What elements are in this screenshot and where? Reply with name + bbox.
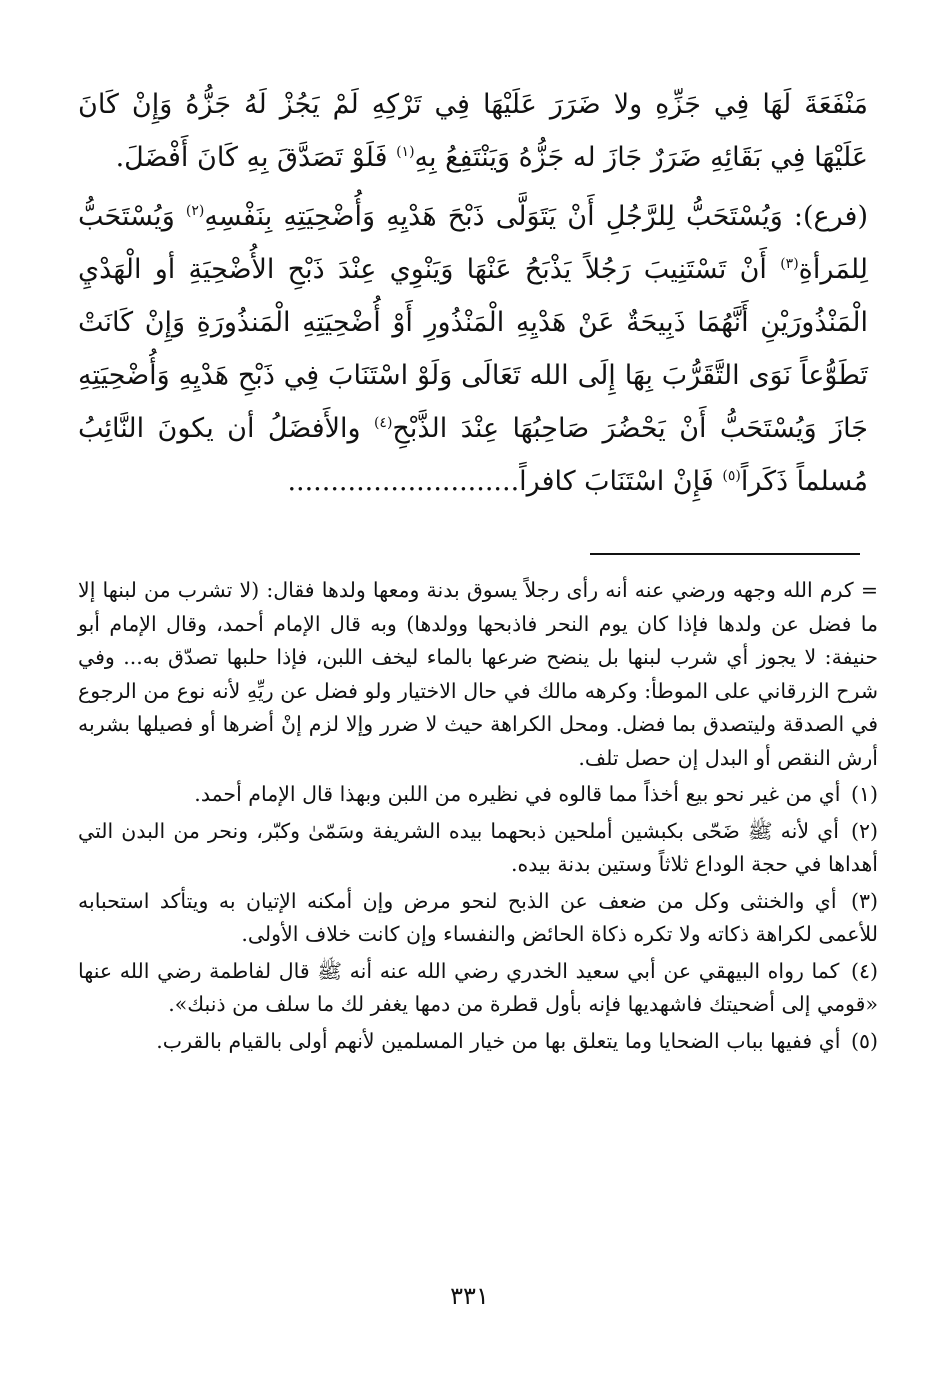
main-paragraph-1-text: مَنْفَعَةَ لَهَا فِي جَزِّهِ ولا ضَرَرَ عَلَيْهَا فِي تَرْكِهِ لَمْ يَجُزْ لَهُ جَزُّهُ وَإِنْ كَانَ عَلَيْهَا فِي بَقَائِهِ ضَرَرٌ جَازَ له جَزُّهُ وَيَنْتَفِعُ بِهِ [78, 89, 868, 173]
main-paragraph-2-a: (فرع): وَيُسْتَحَبُّ لِلرَّجُلِ أَنْ يَتَوَلَّى ذَبْحَ هَدْيِهِ وَأُضْحِيَتِهِ بِنَفْسِهِ [204, 201, 869, 232]
footnote-3-number: (٣) [850, 888, 878, 913]
footnote-ref-2: (٢) [185, 203, 205, 219]
main-paragraph-2-c: أَنْ تَسْتَنِيبَ رَجُلاً يَذْبَحُ عَنْهَا وَيَنْوِي عِنْدَ ذَبْحِ الأُضْحِيَةِ أو الْهَدْيِ الْمَنْذُورَيْنِ أَنَّهُمَا ذَبِيحَةٌ عَنْ هَدْيِهِ الْمَنْذُورِ أَوْ أُضْحِيَتِهِ الْمَنذُورَةِ وَإِنْ كَانَتْ تَطَوُّعاً نَوَى التَّقَرُّبَ بِهَا إِلَى الله تَعَالَى وَلَوْ اسْتَنَابَ فِي ذَبْحِ هَدْيِهِ وَأُضْحِيَتِهِ جَازَ وَيُسْتَحَبُّ أَنْ يَحْضُرَ صَاحِبُهَا عِنْدَ الذَّبْحِ [78, 254, 868, 444]
footnote-ref-1: (١) [396, 144, 415, 160]
footnote-2-number: (٢) [850, 818, 878, 843]
footnote-5-number: (٥) [850, 1028, 878, 1053]
main-paragraph-2-d: والأَفضَلُ أن يكونَ النَّائِبُ مُسلماً ذَكَراً [78, 413, 868, 497]
footnote-2 [78, 815, 878, 882]
main-paragraph-2-e: فَإِنْ اسْتَنَابَ كافراً [519, 466, 723, 497]
main-text [78, 78, 868, 508]
footnote-1-number: (١) [850, 782, 878, 806]
footnote-ref-3: (٣) [780, 256, 799, 272]
footnotes [78, 574, 878, 1061]
footnote-5 [78, 1025, 878, 1059]
footnote-continuation: = كرم الله وجهه ورضي عنه أنه رأى رجلاً يسوق بدنة ومعها ولدها فقال: (لا تشرب من لبنها إلا ما فضل عن ولدها فإذا كان يوم النحر فاذبحها وولدها) وبه قال الإمام أحمد، وقال الإمام أبو حنيفة: لا يجوز أي شرب لبنها بل ينضح ضرعها بالماء ليخف اللبن، فإذا حلبها تصدّق به... وفي شرح الزرقاني على الموطأ: وكرهه مالك في حال الاختيار ولو فضل عن ريِّهِ لأنه نوع من الرجوع في الصدقة وليتصدق بما فضل. ومحل الكراهة حيث لا ضرر وإلا لزم إنْ أضرها أو فصيلها بشربه أرش النقص أو البدل إن حصل تلف. [78, 574, 878, 775]
footnote-1-text: أي من غير نحو بيع أخذاً مما قالوه في نظيره من اللبن وبهذا قال الإمام أحمد. [194, 782, 841, 806]
footnote-5-text: أي ففيها بباب الضحايا وما يتعلق بها من خيار المسلمين لأنهم أولى بالقيام بالقرب. [156, 1028, 841, 1053]
footnote-4-number: (٤) [850, 958, 878, 983]
main-paragraph-1-end: فَلَوْ تَصَدَّقَ بِهِ كَانَ أَفْضَلَ. [115, 142, 397, 173]
main-paragraph-1 [78, 78, 868, 184]
footnote-2-text: أي لأنه ﷺ ضَحّى بكبشين أملحين ذبحهما بيده الشريفة وسَمّىٰ وكبّر، ونحر من البدن التي أهداها في حجة الوداع ثلاثاً وستين بدنة بيده. [78, 818, 878, 876]
footnote-ref-4: (٤) [373, 415, 393, 431]
footnote-3-text: أي والخنثى وكل من ضعف عن الذبح لنحو مرض وإن أمكنه الإتيان به ويتأكد استحبابه للأعمى لكراهة ذكاته ولا تكره ذكاة الحائض والنفساء وإن كانت خلاف الأولى. [78, 888, 878, 946]
footnote-separator [590, 553, 860, 555]
main-paragraph-2 [78, 190, 868, 508]
footnote-ref-5: (٥) [722, 468, 741, 484]
footnote-4 [78, 955, 878, 1022]
footnote-1 [78, 778, 878, 812]
continuation-dots: ........................... [287, 466, 520, 497]
main-paragraph-2-b: وَيُسْتَحَبُّ لِلمَرأةِ [78, 201, 868, 285]
footnote-3 [78, 885, 878, 952]
footnote-4-text: كما رواه البيهقي عن أبي سعيد الخدري رضي الله عنه أنه ﷺ قال لفاطمة رضي الله عنها «قومي إلى أضحيتك فاشهديها فإنه بأول قطرة من دمها يغفر لك ما سلف من ذنبك». [78, 958, 878, 1016]
page-number: ٣٣١ [450, 1282, 489, 1310]
